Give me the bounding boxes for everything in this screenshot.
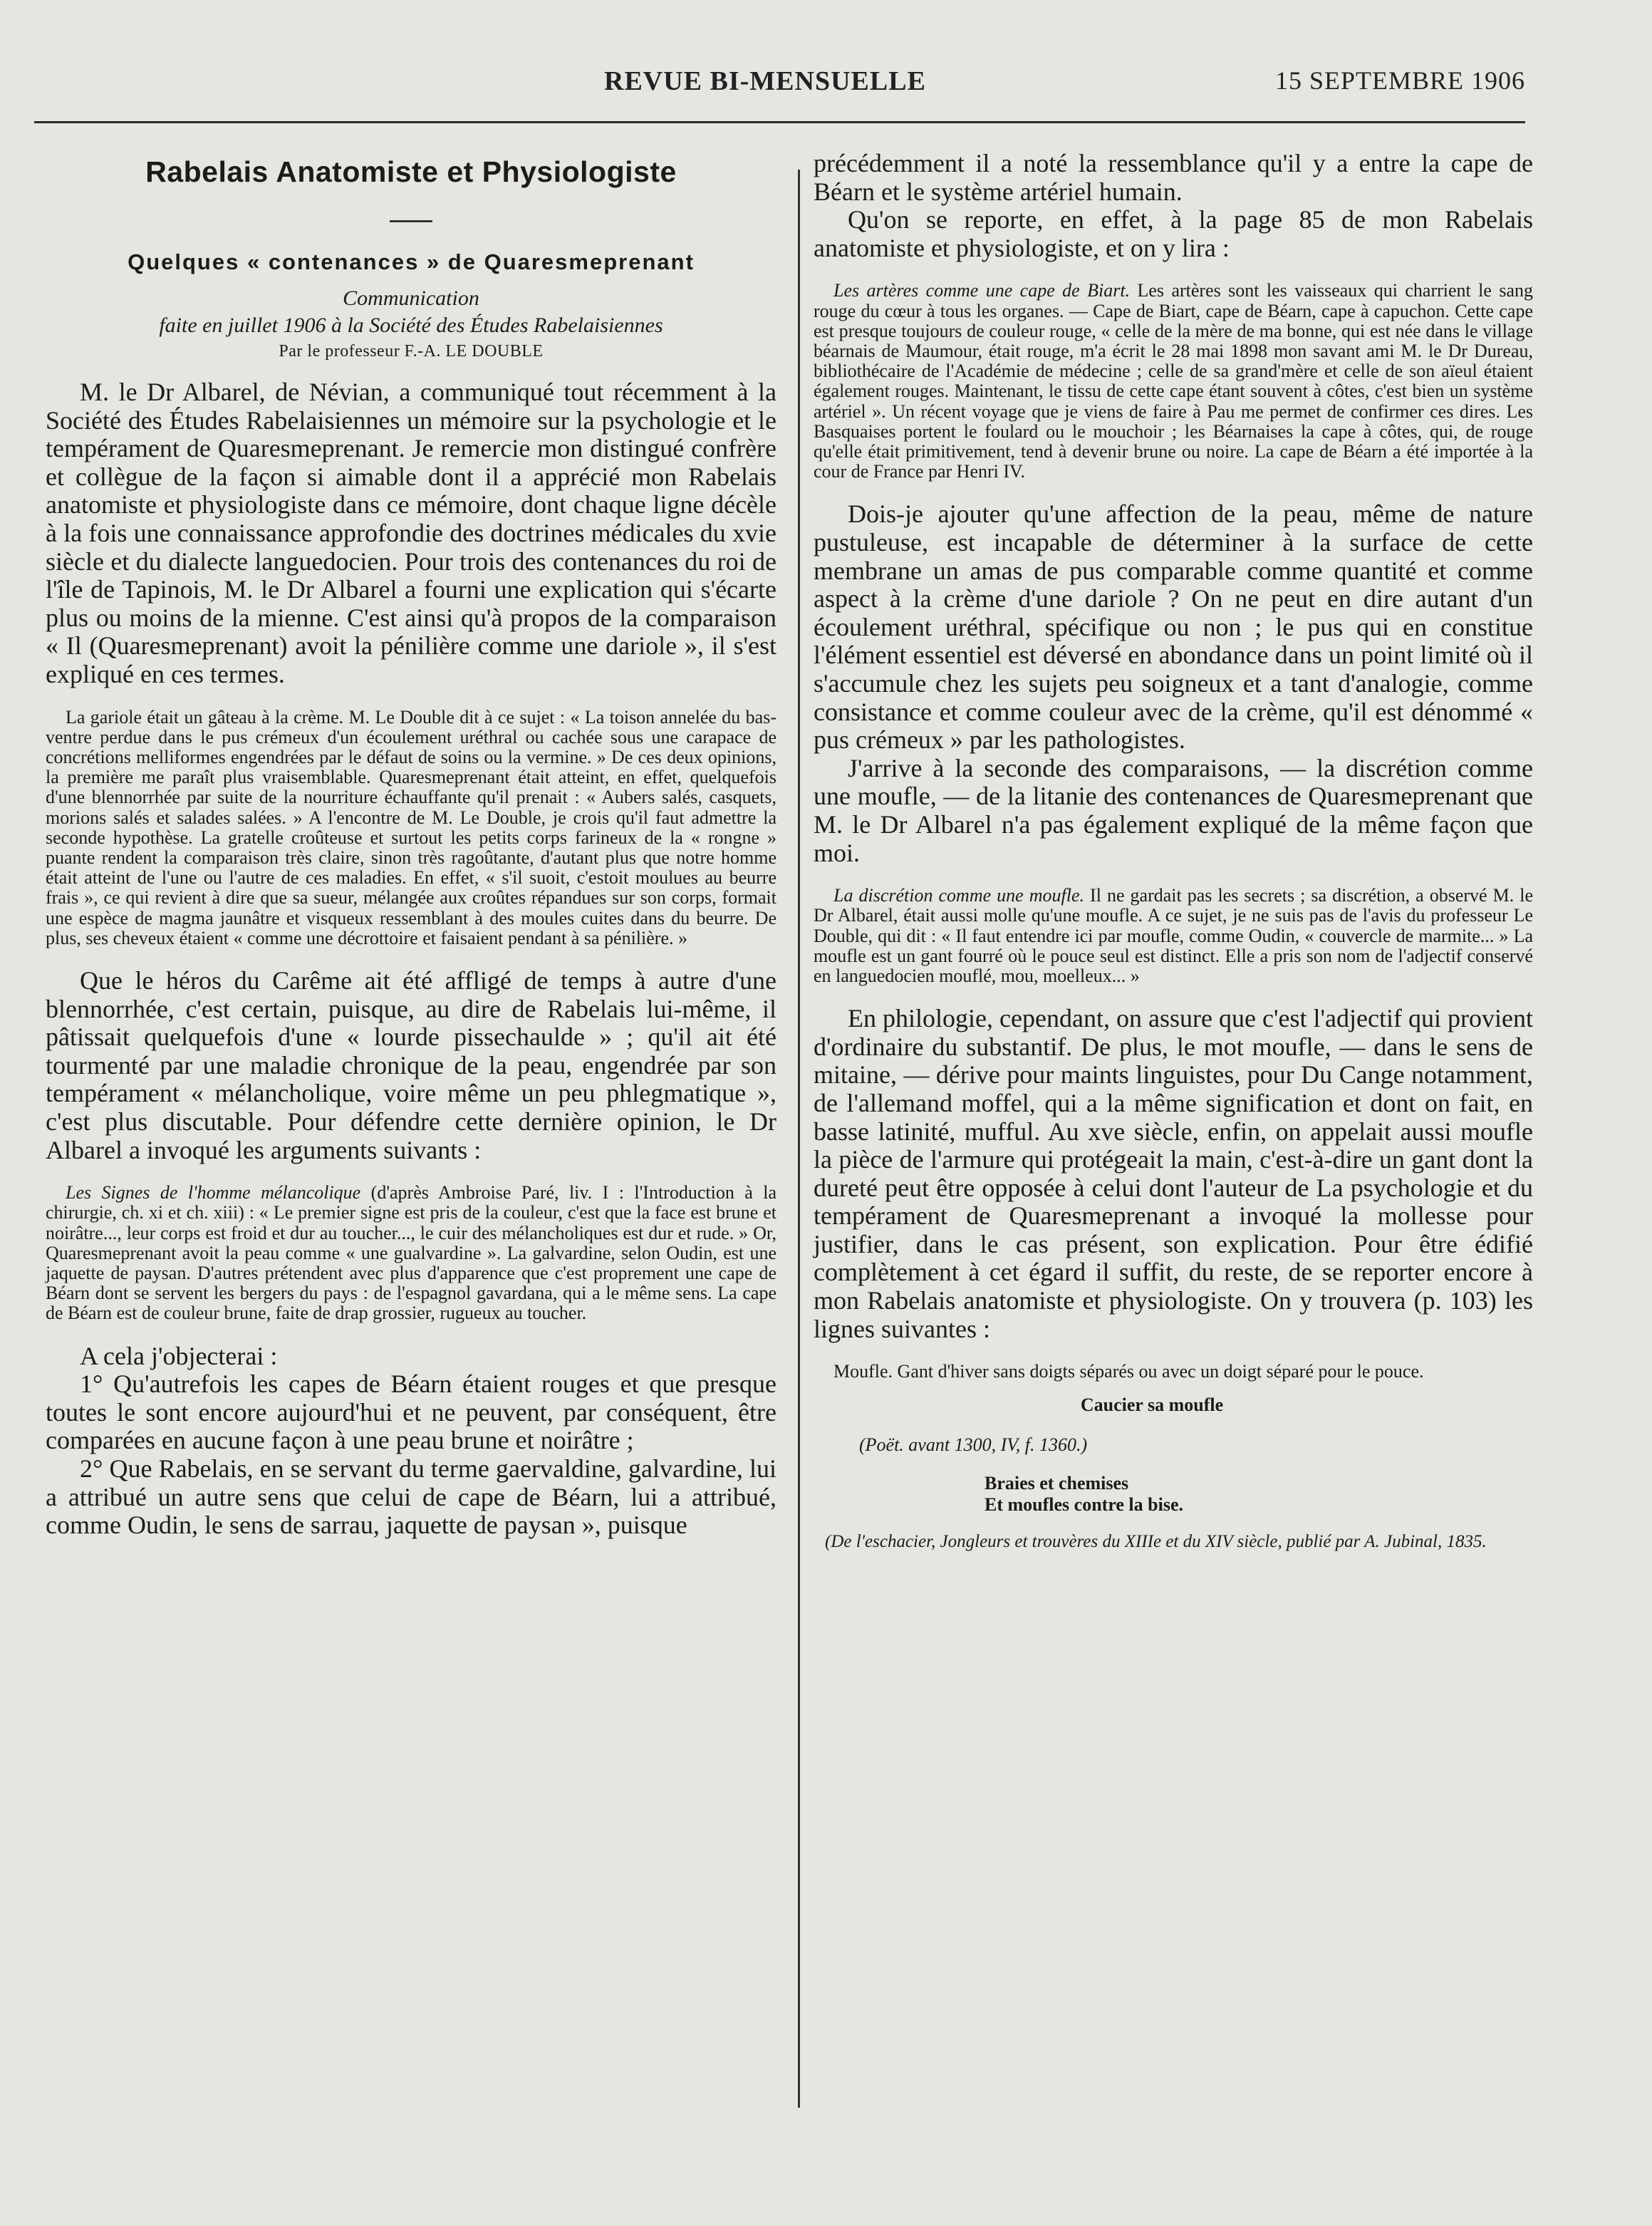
communication-detail: faite en juillet 1906 à la Société des Études Rabelaisiennes xyxy=(159,314,663,337)
note-title: La discrétion comme une moufle. xyxy=(833,885,1085,906)
article-title: Rabelais Anatomiste et Physiologiste xyxy=(145,155,677,188)
verse-reference: (Poët. avant 1300, IV, f. 1360.) xyxy=(859,1434,1088,1456)
right-column xyxy=(814,150,1533,1553)
note-body: Les artères sont les vaisseaux qui charrient le sang rouge du cœur à tous les organes. — Cape de Biart, cape de Béarn, cape à capuchon. Cette cape est presque toujours de couleur rouge, « celle de la mère de ma bonne, qui est née dans le village béarnais de Maumour, était rouge, m'a écrit le 28 mai 1898 mon savant ami M. le Dr Dureau, bibliothécaire de l'Académie de médecine ; celle de sa grand'mère et celle de son aïeul étaient également rouges. Maintenant, le tissu de cette cape étant souvent à côtes, c'est bien un système artériel ». Un récent voyage que je viens de faire à Pau me permet de confirmer ces dires. Les Basquaises portent le foulard ou le mouchoir ; les Béarnaises la cape à côtes, qui, de rouge qu'elle était primitivement, tend à devenir brune ou noire. La cape de Béarn a été importée à la cour de France par Henri IV. xyxy=(814,280,1534,482)
quoted-note: Moufle. Gant d'hiver sans doigts séparés ou avec un doigt séparé pour le pouce. xyxy=(833,1361,1424,1382)
journal-name: REVUE BI-MENSUELLE xyxy=(604,66,926,96)
note-title: Les Signes de l'homme mélancolique xyxy=(66,1182,361,1203)
byline: Par le professeur F.-A. LE DOUBLE xyxy=(279,342,544,361)
communication-label: Communication xyxy=(343,286,479,310)
article-subtitle: Quelques « contenances » de Quaresmeprenant xyxy=(128,249,695,274)
verse-line: Et moufles contre la bise. xyxy=(985,1494,1183,1516)
note-body: Il ne gardait pas les secrets ; sa discrétion, a observé M. le Dr Albarel, était aussi molle qu'une moufle. A ce sujet, je ne suis pas de l'avis du professeur Le Double, qui dit : « Il faut entendre ici par moufle, comme Oudin, « couvercle de marmite... » La moufle est un gant fourré où le pouce seul est distinct. Elle a pris son nom de l'adjectif conservé en languedocien mouflé, mou, moelleux... » xyxy=(814,885,1533,986)
header-rule xyxy=(34,121,1525,123)
quoted-note xyxy=(46,1183,776,1323)
paragraph: précédemment il a noté la ressemblance qu'il y a entre la cape de Béarn et le système artériel humain. xyxy=(814,149,1533,206)
paragraph: En philologie, cependant, on assure que c'est l'adjectif qui provient d'ordinaire du substantif. De plus, le mot moufle, — dans le sens de mitaine, — dérive pour maints linguistes, pour Du Cange notamment, de l'allemand moffel, qui a la même signification et dont on fait, en basse latinité, mufful. Au xve siècle, enfin, on appelait aussi moufle la pièce de l'armure qui protégeait la main, c'est-à-dire un gant dont la dureté peut être opposée à celui dont l'auteur de La psychologie et du tempérament de Quaresmeprenant a invoqué la mollesse pour justifier, dans le cas présent, son explication. Pour être édifié complètement à cet égard il suffit, du reste, de se reporter encore à mon Rabelais anatomiste et physiologiste. On y trouvera (p. 103) les lignes suivantes : xyxy=(814,1004,1533,1343)
paragraph: M. le Dr Albarel, de Névian, a communiqué tout récemment à la Société des Études Rabelaisiennes un mémoire sur la psychologie et le tempérament de Quaresmeprenant. Je remercie mon distingué confrère et collègue de la façon si aimable dont il a apprécié mon Rabelais anatomiste et physiologiste dans ce mémoire, dont chaque ligne décèle à la fois une connaissance approfondie des doctrines médicales du xvie siècle et du dialecte languedocien. Pour trois des contenances du roi de l'île de Tapinois, M. le Dr Albarel a fourni une explication qui s'écarte plus ou moins de la mienne. C'est ainsi qu'à propos de la comparaison « Il (Quaresmeprenant) avoit la pénilière comme une dariole », il s'est expliqué en ces termes. xyxy=(46,378,776,688)
left-column xyxy=(46,150,776,1540)
title-dash xyxy=(390,220,432,222)
quoted-note xyxy=(814,281,1533,482)
source-citation: (De l'eschacier, Jongleurs et trouvères du XIIIe et du XIV siècle, publié par A. Jubinal, 1835. xyxy=(825,1532,1487,1552)
paragraph: J'arrive à la seconde des comparaisons, — la discrétion comme une moufle, — de la litanie des contenances de Quaresmeprenant que M. le Dr Albarel n'a pas également expliqué de la même façon que moi. xyxy=(814,753,1533,867)
paragraph: A cela j'objecterai : xyxy=(80,1341,278,1370)
quoted-note xyxy=(814,886,1533,986)
issue-date: 15 SEPTEMBRE 1906 xyxy=(1274,66,1525,95)
quoted-note: La gariole était un gâteau à la crème. M. Le Double dit à ce sujet : « La toison annelée du bas-ventre perdue dans le pus crémeux d'un écoulement uréthral ou cachée sous une carapace de concrétions melliformes engendrées par le défaut de soins ou la vermine. » De ces deux opinions, la première me paraît plus vraisemblable. Quaresmeprenant était atteint, en effet, quelquefois d'une blennorrhée par suite de la nourriture échauffante qu'il prenait : « Aubers salés, casquets, morions salés et salades salées. » A l'encontre de M. Le Double, je crois qu'il faut admettre la seconde hypothèse. La gratelle croûteuse et surtout les petits corps farineux de la « rongne » puante rendent la comparaison très claire, sinon très ragoûtante, d'autant plus que notre homme était atteint de l'une ou l'autre de ces maladies. En effet, « s'il suoit, c'estoit moulues au beurre frais », ce qui revient à dire que sa sueur, mélangée aux croûtes répandues sur son corps, formait une espèce de magma jaunâtre et visqueux ressemblant à des moules cuites dans du beurre. De plus, ses cheveux étaient « comme une décrottoire et faisaient pendant à sa pénilière. » xyxy=(46,706,776,948)
paragraph: Que le héros du Carême ait été affligé de temps à autre d'une blennorrhée, c'est certain, puisque, au dire de Rabelais lui-même, il pâtissait quelquefois d'une « lourde pissechaulde » ; qu'il ait été tourmenté par une maladie chronique de la peau, engendrée par son tempérament « mélancholique, voire même un peu phlegmatique », c'est plus discutable. Pour défendre cette dernière opinion, le Dr Albarel a invoqué les arguments suivants : xyxy=(46,966,776,1164)
verse-line: Braies et chemises xyxy=(985,1473,1129,1494)
column-divider xyxy=(798,170,800,2108)
paragraph: Dois-je ajouter qu'une affection de la peau, même de nature pustuleuse, est incapable de déterminer à la surface de cette membrane un amas de pus comparable comme quantité et comme aspect à la crème d'une dariole ? On ne peut en dire autant d'un écoulement uréthral, spécifique ou non ; le pus qui en constitue l'élément essentiel est déversé en abondance dans un point limité où il s'accumule chez les sujets peu soigneux et a tant d'analogie, comme consistance et comme couleur avec de la crème, qu'il est dénommé « pus crémeux » par les pathologistes. xyxy=(814,499,1533,755)
paragraph: 2° Que Rabelais, en se servant du terme gaervaldine, galvardine, lui a attribué un autre sens que celui de cape de Béarn, lui a attribué, comme Oudin, le sens de sarrau, jaquette de paysan », puisque xyxy=(46,1454,776,1540)
verse-line: Caucier sa moufle xyxy=(1080,1394,1224,1416)
paragraph: Qu'on se reporte, en effet, à la page 85 de mon Rabelais anatomiste et physiologiste, et on y lira : xyxy=(814,205,1533,262)
paragraph: 1° Qu'autrefois les capes de Béarn étaient rouges et que presque toutes le sont encore aujourd'hui et ne peuvent, par conséquent, être comparées en aucune façon à une peau brune et noirâtre ; xyxy=(46,1370,776,1455)
note-body: (d'après Ambroise Paré, liv. I : l'Introduction à la chirurgie, ch. xi et ch. xiii) : « Le premier signe est pris de la couleur, c'est que la face est brune et noirâtre..., leur corps est froid et dur au toucher..., le cuir des mélancholiques est dur et rude. » Or, Quaresmeprenant avoit la peau comme « une gualvardine ». La galvardine, selon Oudin, est une jaquette de paysan. D'autres prétendent avec plus d'apparence que c'est proprement une cape de Béarn dont se servent les bergers du pays : de l'espagnol gavardana, qui a le même sens. La cape de Béarn est de couleur brune, faite de drap grossier, rugueux au toucher. xyxy=(46,1182,777,1324)
note-title: Les artères comme une cape de Biart. xyxy=(833,280,1131,301)
